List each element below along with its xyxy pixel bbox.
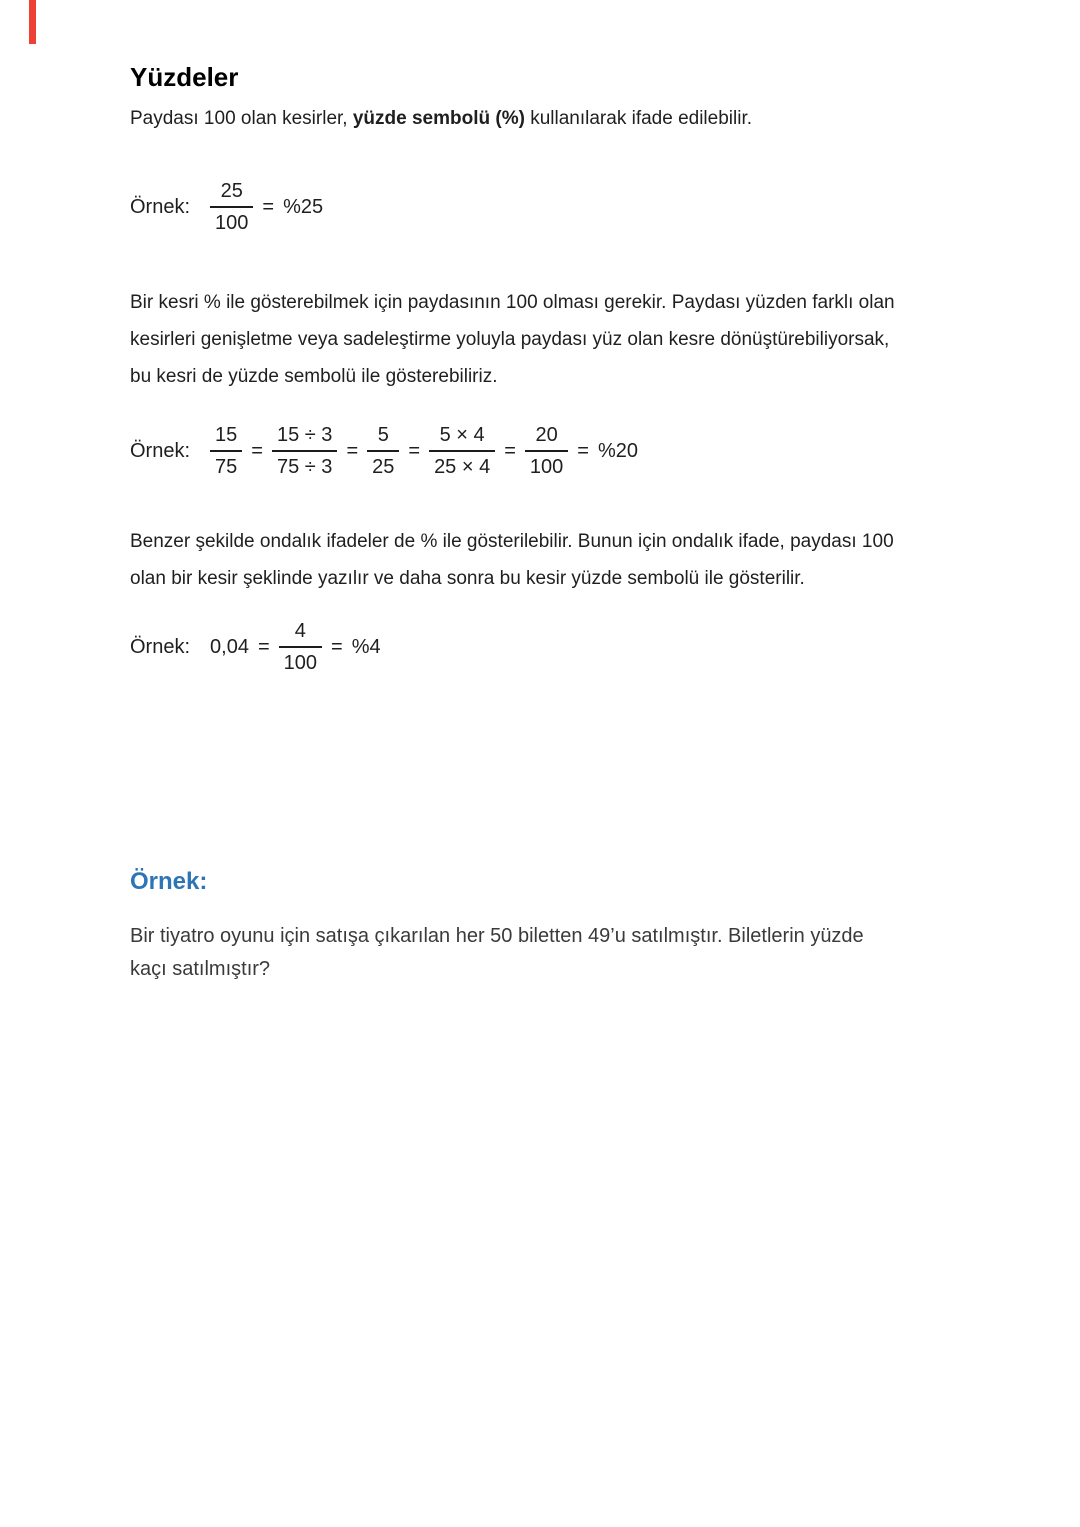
example-2-row xyxy=(130,423,950,479)
equals-sign: = xyxy=(262,195,275,218)
example-heading-blue: Örnek: xyxy=(130,868,208,895)
fraction-denominator: 25 × 4 xyxy=(434,456,491,478)
fraction xyxy=(210,423,242,479)
intro-text-bold: yüzde sembolü (%) xyxy=(352,108,525,129)
example-3-equation xyxy=(210,619,381,675)
intro-text-pre: Paydası 100 olan kesirler, xyxy=(130,108,353,129)
fraction xyxy=(272,423,337,479)
red-marker xyxy=(29,0,36,44)
fraction-denominator: 100 xyxy=(215,212,249,234)
example-2-label: Örnek: xyxy=(130,439,191,462)
body-paragraph-1 xyxy=(130,284,950,395)
fraction-denominator: 100 xyxy=(529,456,564,478)
document-content xyxy=(130,62,950,986)
example-1-label: Örnek: xyxy=(130,195,191,218)
percent-result: %20 xyxy=(597,439,639,462)
fraction xyxy=(210,179,253,235)
paragraph-line: olan bir kesir şeklinde yazılır ve daha sonra bu kesir yüzde sembolü ile gösterilir. xyxy=(130,568,805,589)
equals-sign: = xyxy=(577,439,589,462)
equals-sign: = xyxy=(504,439,516,462)
fraction-denominator: 25 xyxy=(372,456,395,478)
decimal-value: 0,04 xyxy=(210,635,249,658)
example-1-equation xyxy=(210,179,323,235)
paragraph-line: Bir tiyatro oyunu için satışa çıkarılan her 50 biletten 49’u satılmıştır. Biletlerin yüzde xyxy=(130,925,864,947)
body-paragraph-2 xyxy=(130,523,950,597)
paragraph-line: kaçı satılmıştır? xyxy=(130,958,271,980)
fraction-denominator: 75 ÷ 3 xyxy=(276,456,333,478)
fraction-numerator: 25 xyxy=(210,179,253,208)
paragraph-line: Benzer şekilde ondalık ifadeler de % ile gösterilebilir. Bunun için ondalık ifade, paydası 100 xyxy=(130,531,894,552)
fraction-numerator: 15 xyxy=(210,423,242,452)
equals-sign: = xyxy=(346,439,359,462)
fraction-numerator: 5 xyxy=(367,423,399,452)
paragraph-line: Bir kesri % ile gösterebilmek için paydasının 100 olması gerekir. Paydası yüzden farklı olan xyxy=(130,292,895,313)
percent-result: %4 xyxy=(351,635,381,658)
equals-sign: = xyxy=(257,635,270,658)
intro-text-post: kullanılarak ifade edilebilir. xyxy=(524,108,753,129)
fraction-numerator: 15 ÷ 3 xyxy=(272,423,337,452)
fraction-denominator: 100 xyxy=(283,652,318,674)
paragraph-line: kesirleri genişletme veya sadeleştirme yoluyla paydası yüz olan kesre dönüştürebiliyorsak, xyxy=(130,329,890,350)
equals-sign: = xyxy=(331,635,343,658)
percent-result: %25 xyxy=(283,195,324,218)
equals-sign: = xyxy=(251,439,263,462)
page-title: Yüzdeler xyxy=(130,62,239,92)
example-3-label: Örnek: xyxy=(130,635,191,658)
fraction-numerator: 4 xyxy=(279,619,322,648)
paragraph-line: bu kesri de yüzde sembolü ile gösterebiliriz. xyxy=(130,366,498,387)
fraction xyxy=(525,423,568,479)
example-1-row xyxy=(130,179,950,235)
example-3-row xyxy=(130,619,950,675)
fraction-numerator: 20 xyxy=(525,423,568,452)
fraction xyxy=(279,619,322,675)
fraction-numerator: 5 × 4 xyxy=(429,423,495,452)
fraction xyxy=(429,423,495,479)
fraction-denominator: 75 xyxy=(215,456,238,478)
equals-sign: = xyxy=(408,439,421,462)
question-paragraph xyxy=(130,920,950,986)
intro-paragraph xyxy=(130,107,950,131)
fraction xyxy=(367,423,399,479)
example-2-equation xyxy=(210,423,638,479)
